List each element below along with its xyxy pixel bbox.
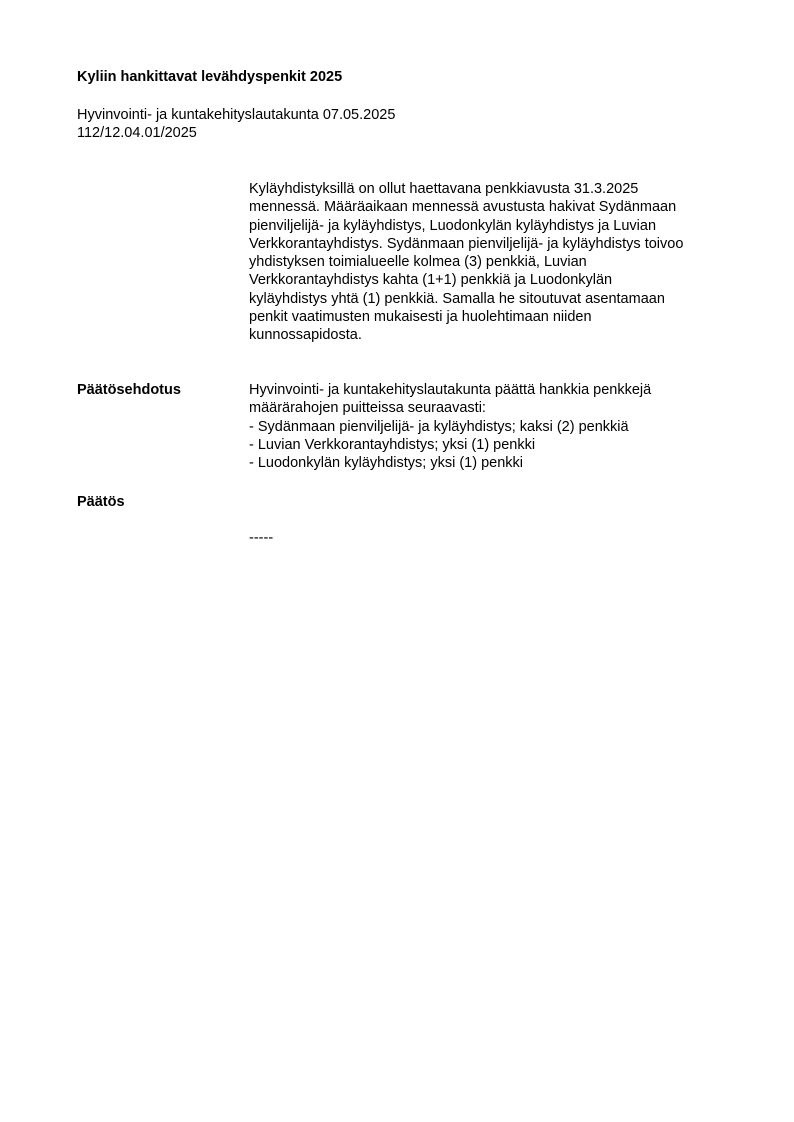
meeting-committee-date: Hyvinvointi- ja kuntakehityslautakunta 07.05.2025 xyxy=(77,107,396,123)
description-line: Kyläyhdistyksillä on ollut haettavana penkkiavusta 31.3.2025 xyxy=(249,181,639,197)
proposal-line: määrärahojen puitteissa seuraavasti: xyxy=(249,400,486,417)
description-line: pienviljelijä- ja kyläyhdistys, Luodonkylän kyläyhdistys ja Luvian xyxy=(249,217,657,234)
description-line: yhdistyksen toimialueelle kolmea (3) penkkiä, Luvian xyxy=(249,254,587,271)
description-line: penkit vaatimusten mukaisesti ja huolehtimaan niiden xyxy=(249,309,592,326)
proposal-label: Päätösehdotus xyxy=(77,382,181,398)
proposal-line: - Luodonkylän kyläyhdistys; yksi (1) penkki xyxy=(249,455,524,472)
case-description xyxy=(249,180,744,345)
description-line: Verkkorantayhdistys kahta (1+1) penkkiä ja Luodonkylän xyxy=(249,272,613,289)
meeting-info xyxy=(77,106,395,143)
proposal-line: - Luvian Verkkorantayhdistys; yksi (1) penkki xyxy=(249,436,536,453)
document-title: Kyliin hankittavat levähdyspenkit 2025 xyxy=(77,69,343,85)
proposal-line: - Sydänmaan pienviljelijä- ja kyläyhdistys; kaksi (2) penkkiä xyxy=(249,418,629,435)
proposal-line: Hyvinvointi- ja kuntakehityslautakunta päättä hankkia penkkejä xyxy=(249,382,652,398)
description-line: mennessä. Määräaikaan mennessä avustusta hakivat Sydänmaan xyxy=(249,199,677,216)
decision-text: ----- xyxy=(249,530,274,546)
description-line: kyläyhdistys yhtä (1) penkkiä. Samalla he sitoutuvat asentamaan xyxy=(249,290,665,307)
decision-label: Päätös xyxy=(77,494,125,510)
case-number: 112/12.04.01/2025 xyxy=(77,125,197,142)
proposal-text xyxy=(249,381,744,472)
description-line: Verkkorantayhdistys. Sydänmaan pienviljelijä- ja kyläyhdistys toivoo xyxy=(249,235,684,252)
description-line: kunnossapidosta. xyxy=(249,327,362,344)
